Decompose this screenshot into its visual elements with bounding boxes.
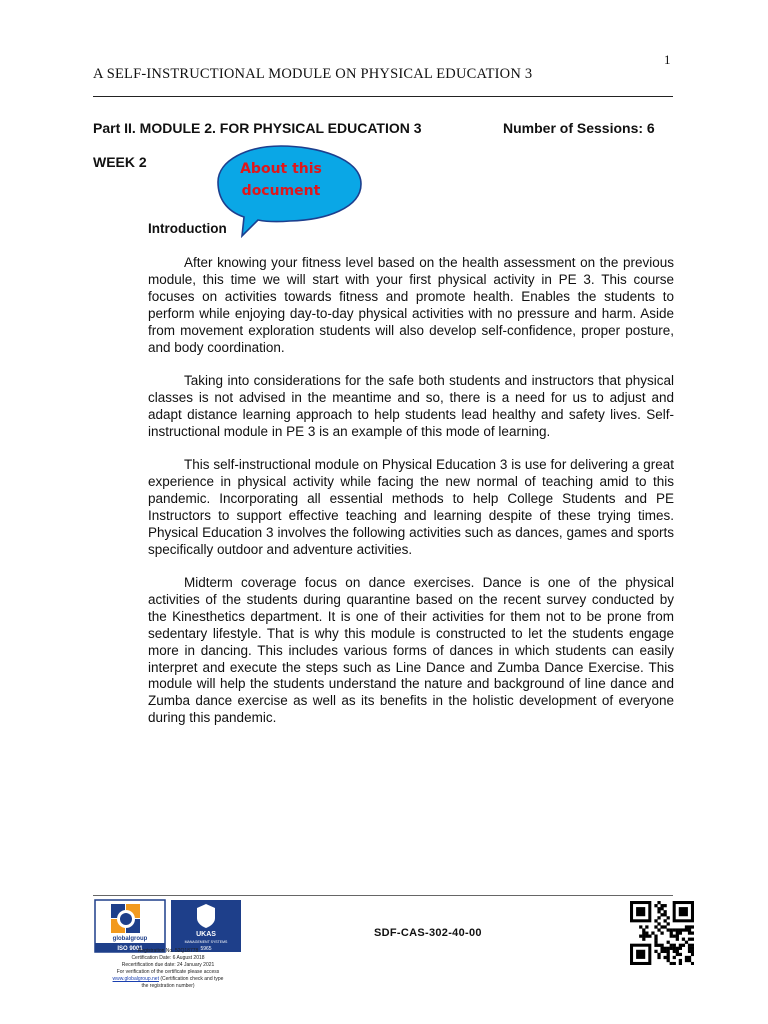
page-number: 1 [664, 52, 671, 67]
introduction-heading: Introduction [148, 221, 227, 236]
cert-line: the registration number) [141, 983, 195, 989]
logo2-top: UKAS [196, 931, 216, 938]
document-code: SDF-CAS-302-40-00 [374, 927, 482, 939]
cert-line: Certification Date: 6 August 2018 [131, 955, 205, 961]
module-title: Part II. MODULE 2. FOR PHYSICAL EDUCATION 3 [93, 120, 422, 136]
footer-divider [93, 895, 673, 896]
logo1-bottom: ISO 9001 [117, 946, 143, 952]
cert-line: Recertification due date: 24 January 2021 [121, 962, 215, 968]
cert-line: For verification of the certificate please access [116, 969, 220, 975]
running-header: A SELF-INSTRUCTIONAL MODULE ON PHYSICAL EDUCATION 3 [93, 66, 533, 82]
globalgroup-logo [95, 900, 165, 952]
cert-link[interactable]: www.globalgroup.net [112, 976, 159, 982]
paragraph: After knowing your fitness level based on the health assessment on the previous module, this time we will start with your first physical activity in PE 3. This course focuses on activities towards fitness and promote health. Enables the students to perform while enjoying day-to-day physical activities with no pressure and harm. Aside from movement exploration students will also develop self-confidence, proper posture, and body coordination. [148, 255, 674, 355]
logo2-mid: MANAGEMENT SYSTEMS [184, 940, 228, 944]
ukas-logo [171, 900, 241, 952]
logo2-num: 5965 [200, 946, 212, 952]
sessions-count: Number of Sessions: 6 [503, 120, 655, 136]
paragraph: Midterm coverage focus on dance exercises. Dance is one of the physical activities of the students during quarantine based on the recent survey conducted by the Kinesthetics department. It is one of their activities for them not to be prone from sedentary lifestyle. That is why this module is constructed to let the students engage more in dancing. This includes various forms of dances in which students can easily interpret and execute the steps such as Line Dance and Zumba Dance Exercise. This module will help the students understand the nature and background of line dance and Zumba dance exercise as well as its benefits in the holistic development of everyone during this pandemic. [148, 575, 674, 726]
paragraph: This self-instructional module on Physical Education 3 is use for delivering a great experience in physical activity while facing the new normal of teaching amid to this pandemic. Incorporating all essential methods to help College Students and PE Instructors to support effective teaching and learning despite of these trying times. Physical Education 3 involves the following activities such as dances, games and sports specifically outdoor and adventure activities. [148, 457, 674, 557]
week-label: WEEK 2 [93, 154, 147, 170]
cert-line [93, 976, 243, 983]
header-divider [93, 96, 673, 97]
introduction-body [148, 255, 674, 744]
certification-logos [93, 898, 243, 954]
cert-link-tail: (Certification check and type [158, 976, 224, 982]
cert-line: Registration No. 52Q18778 [137, 948, 199, 954]
logo1-top: globalgroup [112, 936, 148, 942]
paragraph: Taking into considerations for the safe both students and instructors that physical classes is not advised in the meantime and so, there is a need for us to adjust and adapt distance learning approach to help students lead healthy and safety lives. Self-instructional module in PE 3 is an example of this mode of learning. [148, 372, 674, 439]
qr-code-icon[interactable] [630, 901, 694, 965]
certification-text [93, 948, 243, 990]
callout-text: About this document [240, 161, 322, 199]
